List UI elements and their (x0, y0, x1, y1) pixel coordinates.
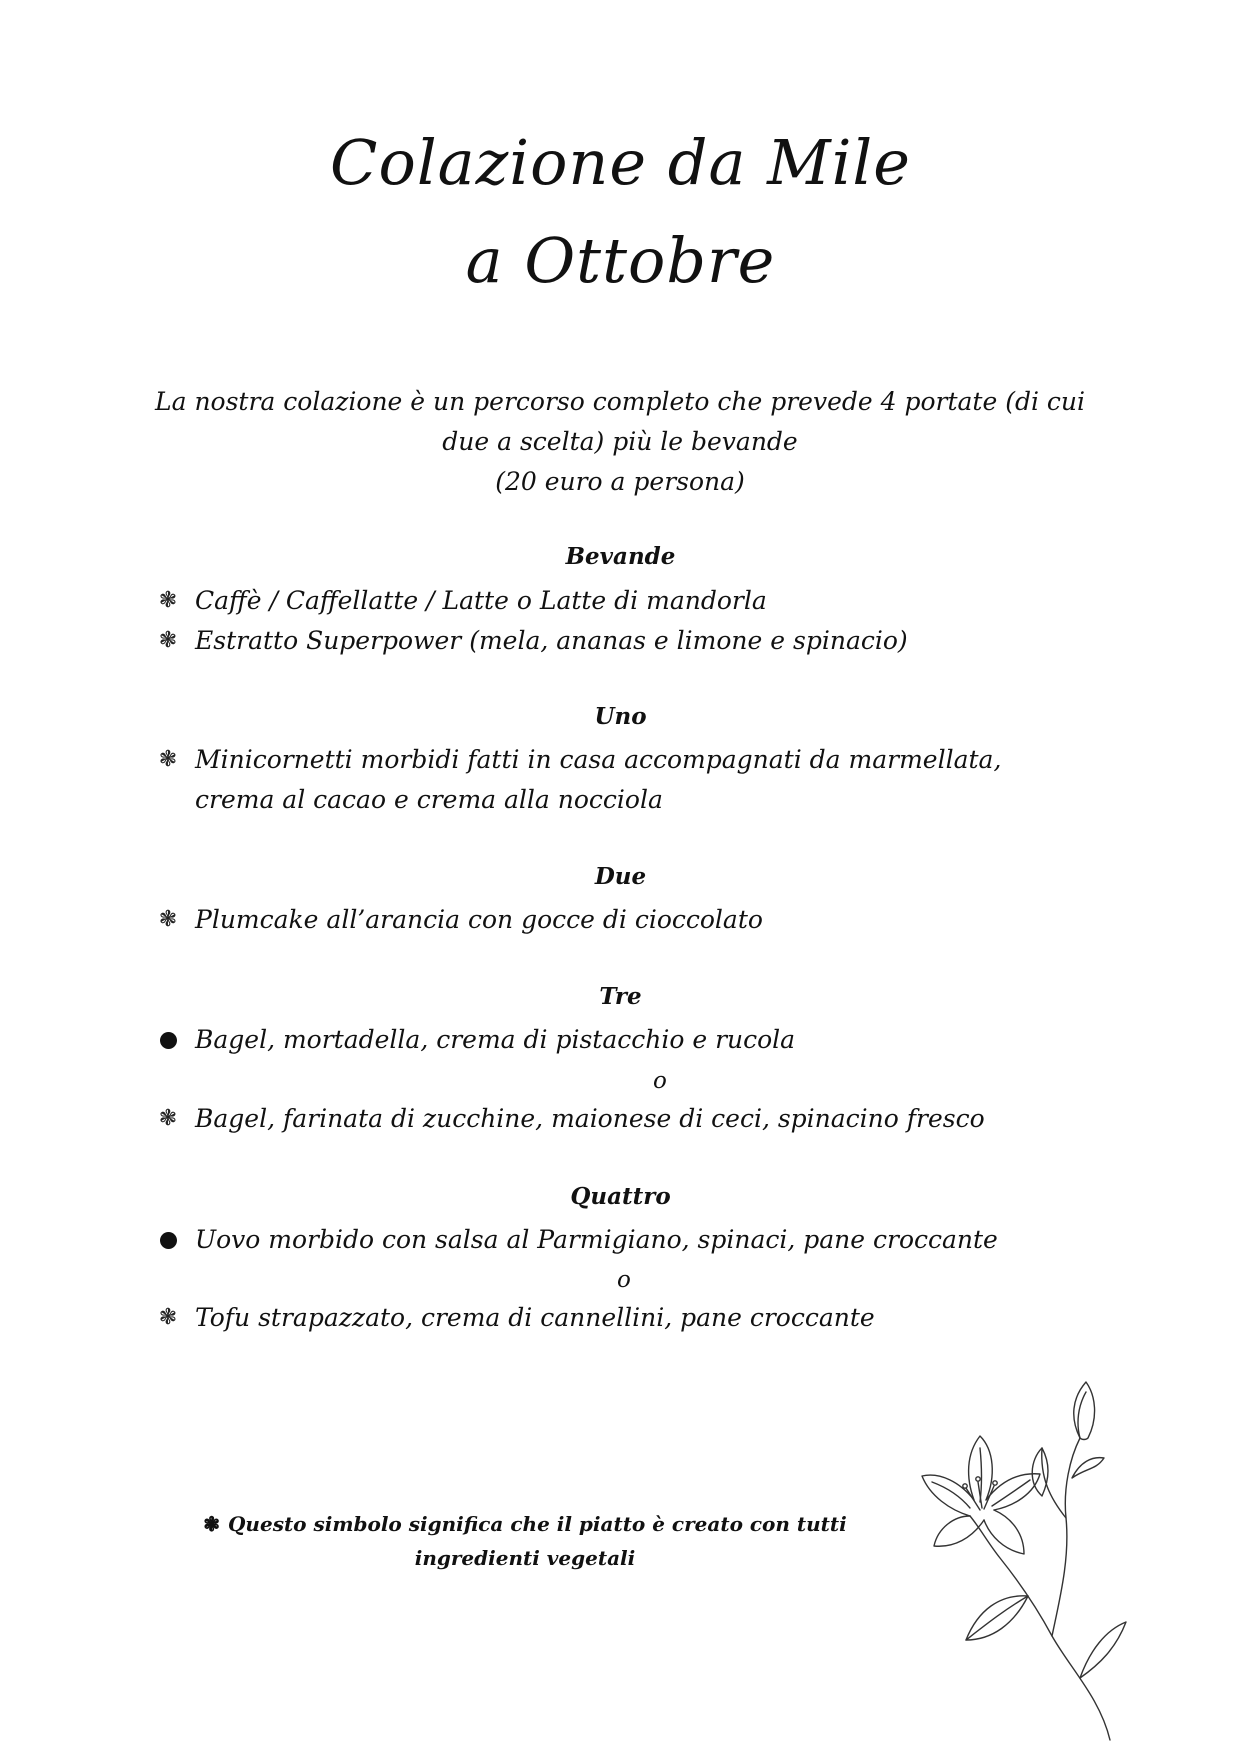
flower-petal (922, 1475, 974, 1516)
section-title-quattro: Quattro (570, 1183, 671, 1210)
flower-branch-leaf (1042, 1448, 1066, 1518)
footnote-line-2: ingredienti vegetali (414, 1546, 636, 1570)
menu-item-text: Estratto Superpower (mela, ananas e limone e spinacio) (195, 626, 908, 655)
vegan-flower-icon: ❃ (158, 588, 178, 613)
menu-item-text: crema al cacao e crema alla nocciola (195, 785, 663, 814)
vegan-flower-icon: ❃ (158, 628, 178, 653)
choice-or-quattro: o (617, 1267, 631, 1293)
vegan-flower-icon: ❃ (158, 1106, 178, 1131)
menu-title-line-1: Colazione da Mile (330, 126, 911, 199)
footnote-line-1 (0, 1507, 1050, 1541)
vegan-flower-icon: ❃ (158, 747, 178, 772)
intro-line-2: due a scelta) più le bevande (442, 427, 798, 456)
intro-line-1: La nostra colazione è un percorso completo che prevede 4 portate (di cui (154, 387, 1086, 416)
vegan-flower-icon: ❃ (158, 1305, 178, 1330)
footnote-text: Questo simbolo significa che il piatto è creato con tutti (228, 1512, 847, 1536)
non-vegan-dot-icon (155, 1222, 181, 1258)
menu-item-text: Caffè / Caffellatte / Latte o Latte di mandorla (195, 586, 767, 615)
decorative-flower-illustration (900, 1378, 1130, 1748)
menu-item-text: Plumcake all’arancia con gocce di cioccolato (195, 905, 763, 934)
flower-branch-top (1052, 1438, 1080, 1636)
section-title-due: Due (594, 863, 647, 890)
menu-item-text: Minicornetti morbidi fatti in casa accompagnati da marmellata, (195, 745, 1002, 774)
non-vegan-dot-icon (155, 1022, 181, 1058)
menu-item-text: Bagel, mortadella, crema di pistacchio e rucola (195, 1025, 796, 1054)
flower-petal (984, 1510, 1024, 1554)
menu-title-line-2: a Ottobre (465, 224, 776, 297)
vegan-flower-icon: ❃ (203, 1512, 220, 1536)
flower-top-bud (1074, 1382, 1095, 1440)
flower-main-stem (970, 1516, 1110, 1740)
menu-item-text: Tofu strapazzato, crema di cannellini, pane croccante (195, 1303, 875, 1332)
section-title-tre: Tre (599, 983, 642, 1010)
section-title-bevande: Bevande (565, 543, 676, 570)
vegan-flower-icon: ❃ (158, 907, 178, 932)
menu-item-text: Bagel, farinata di zucchine, maionese di ceci, spinacino fresco (195, 1104, 985, 1133)
flower-petal (934, 1516, 984, 1546)
section-title-uno: Uno (594, 703, 647, 730)
choice-or-tre: o (653, 1068, 667, 1094)
intro-price: (20 euro a persona) (495, 467, 745, 496)
menu-item-text: Uovo morbido con salsa al Parmigiano, spinaci, pane croccante (195, 1225, 998, 1254)
